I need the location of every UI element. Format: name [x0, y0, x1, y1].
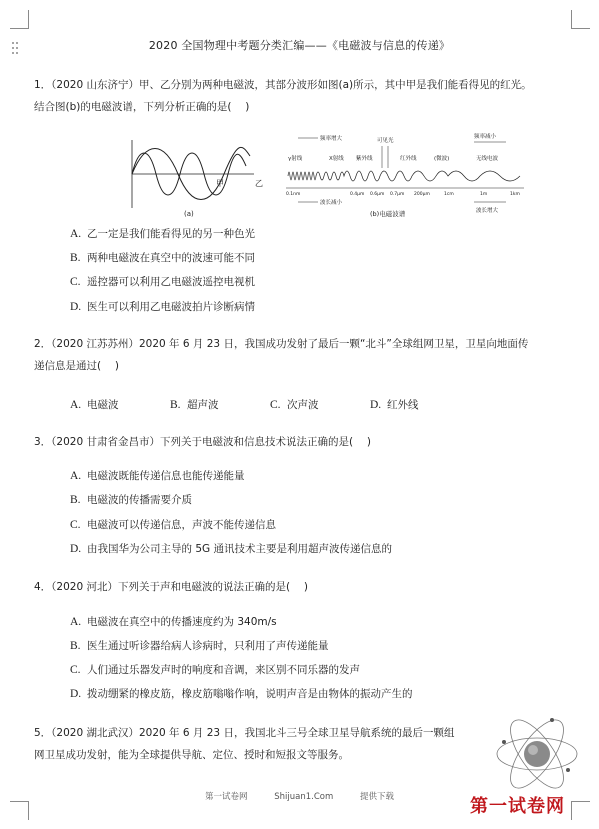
- tick-label: 1m: [480, 192, 488, 197]
- tick-label: 0.7μm: [390, 192, 405, 197]
- microwave-label: (微波): [434, 156, 450, 162]
- question-3-line-1: 3．（2020 甘肃省金昌市）下列关于电磁波和信息技术说法正确的是( ): [34, 436, 372, 448]
- question-2-line-1: 2．（2020 江苏苏州）2020 年 6 月 23 日，我国成功发射了最后一颗“北斗”全球组网卫星，卫星向地面传: [34, 338, 529, 350]
- tick-label: 0.1nm: [286, 192, 301, 197]
- question-4-line-1: 4．（2020 河北）下列关于声和电磁波的说法正确的是( ): [34, 581, 309, 593]
- corner-mark-bottom-left: [10, 801, 29, 820]
- gamma-label: γ射线: [288, 156, 303, 162]
- question-1-line-2: 结合图(b)的电磁波谱，下列分析正确的是( ): [34, 101, 250, 113]
- question-2-line-2: 递信息是通过( ): [34, 360, 120, 372]
- wave-yi: [132, 147, 250, 199]
- q4-option-d[interactable]: D. 拨动绷紧的橡皮筋，橡皮筋嗡嗡作响，说明声音是由物体的振动产生的: [70, 688, 413, 700]
- freq-increase-label: 频率增大: [320, 136, 343, 142]
- q2-option-c[interactable]: C. 次声波: [270, 399, 319, 411]
- footer-site-link[interactable]: Shijuan1.Com: [274, 792, 334, 802]
- label-yi: 乙: [255, 179, 263, 188]
- ir-label: 红外线: [400, 156, 417, 162]
- footer-left-text: 第一试卷网: [205, 792, 248, 802]
- wavelength-increase-label: 波长增大: [476, 208, 499, 214]
- q1-option-d[interactable]: D. 医生可以利用乙电磁波拍片诊断病情: [70, 301, 255, 313]
- wavelength-decrease-label: 波长减小: [320, 200, 343, 206]
- figure-b-spectrum: [284, 128, 529, 222]
- q2-option-a[interactable]: A. 电磁波: [70, 399, 119, 411]
- tick-label: 0.6μm: [370, 192, 385, 197]
- q4-option-b[interactable]: B. 医生通过听诊器给病人诊病时，只利用了声传递能量: [70, 640, 329, 652]
- q3-option-a[interactable]: A. 电磁波既能传递信息也能传递能量: [70, 470, 245, 482]
- tick-label: 1cm: [444, 192, 454, 197]
- question-3-stem: [34, 431, 570, 453]
- figure-a-caption: (a): [184, 210, 194, 218]
- question-5-stem: [34, 722, 474, 766]
- freq-decrease-label: 频率减小: [474, 134, 497, 140]
- radio-label: 无线电波: [476, 156, 499, 162]
- tick-label: 0.4μm: [350, 192, 365, 197]
- satellite-orbit-illustration: [492, 712, 582, 792]
- q3-option-c[interactable]: C. 电磁波可以传递信息，声波不能传递信息: [70, 519, 276, 531]
- corner-mark-bottom-right: [571, 801, 590, 820]
- q4-option-a[interactable]: A. 电磁波在真空中的传播速度约为 340m/s: [70, 616, 277, 628]
- label-jia: 甲: [216, 179, 224, 188]
- xray-label: X射线: [329, 156, 344, 162]
- spectrum-wave: [288, 171, 520, 181]
- q1-option-b[interactable]: B. 两种电磁波在真空中的波速可能不同: [70, 252, 255, 264]
- question-5-line-2: 网卫星成功发射，能为全球提供导航、定位、授时和短报文等服务。: [34, 749, 349, 761]
- question-5-line-1: 5．（2020 湖北武汉）2020 年 6 月 23 日，我国北斗三号全球卫星导航系统的最后一颗组: [34, 727, 455, 739]
- corner-mark-top-left: [10, 10, 29, 29]
- visible-light-label: 可见光: [377, 138, 394, 144]
- question-1-stem: [34, 74, 570, 118]
- uv-label: 紫外线: [356, 156, 373, 162]
- q4-option-c[interactable]: C. 人们通过乐器发声时的响度和音调，来区别不同乐器的发声: [70, 664, 360, 676]
- tick-label: 1km: [510, 192, 520, 197]
- q3-option-b[interactable]: B. 电磁波的传播需要介质: [70, 494, 192, 506]
- tick-label: 200μm: [414, 192, 430, 197]
- brand-logo-text: 第一试卷网: [470, 796, 565, 817]
- q2-option-d[interactable]: D. 红外线: [370, 399, 419, 411]
- q1-option-c[interactable]: C. 遥控器可以利用乙电磁波遥控电视机: [70, 276, 255, 288]
- page-title: 2020 全国物理中考题分类汇编——《电磁波与信息的传递》: [148, 39, 451, 52]
- figure-b-caption: (b)电磁波谱: [370, 210, 406, 218]
- question-2-stem: [34, 333, 570, 377]
- question-1-line-1: 1．（2020 山东济宁）甲、乙分别为两种电磁波，其部分波形如图(a)所示，其中甲是我们能看得见的红光。: [34, 79, 532, 91]
- q3-option-d[interactable]: D. 由我国华为公司主导的 5G 通讯技术主要是利用超声波传递信息的: [70, 543, 392, 555]
- q2-option-b[interactable]: B. 超声波: [170, 399, 219, 411]
- corner-mark-top-right: [571, 10, 590, 29]
- q2-options: [70, 397, 530, 412]
- question-4-stem: [34, 576, 570, 598]
- figure-a-waveforms: [124, 136, 274, 224]
- q1-option-a[interactable]: A. 乙一定是我们能看得见的另一种色光: [70, 228, 255, 240]
- footer-right-text: 提供下载: [359, 792, 394, 802]
